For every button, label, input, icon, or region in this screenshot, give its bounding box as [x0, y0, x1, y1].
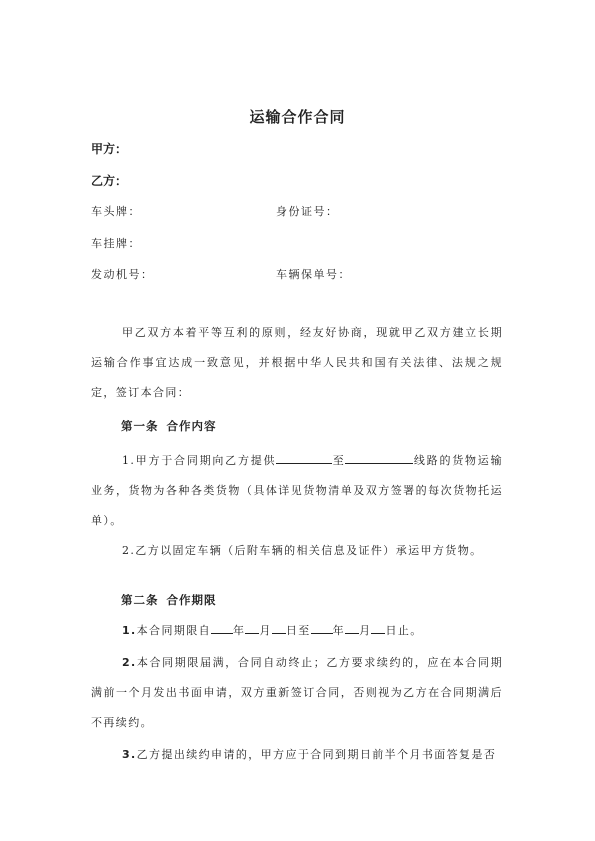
article-1-heading	[121, 418, 217, 434]
article-2-item-3-text: 乙方提出续约申请的，甲方应于合同到期日前半个月书面答复是否	[136, 748, 497, 761]
term-text-4: 日至	[285, 624, 311, 637]
article-2-item-3	[91, 740, 503, 770]
article-2-item-2-text: 本合同期限届满，合同自动终止；乙方要求续约的，应在本合同期满前一个月发出书面申请，双方重新签订合同，否则视为乙方在合同期满后不再续约。	[91, 656, 503, 729]
preamble-paragraph: 甲乙双方本着平等互利的原则，经友好协商，现就甲乙双方建立长期运输合作事宜达成一致意见，并根据中华人民共和国有关法律、法规之规定，签订本合同：	[91, 326, 503, 399]
end-year-blank	[311, 623, 333, 634]
article-2-heading	[121, 592, 217, 608]
tractor-plate-label: 车头牌：	[91, 205, 141, 218]
article-1-item-1-text-a: 1.甲方于合同期向乙方提供	[122, 454, 277, 467]
term-text-2: 年	[233, 624, 246, 637]
article-2-item-2-number: 2.	[122, 656, 137, 669]
article-2-item-2	[91, 648, 503, 738]
end-month-blank	[345, 623, 359, 634]
article-2-item-3-number: 3.	[122, 748, 137, 761]
document-title: 运输合作合同	[249, 108, 346, 126]
start-year-blank	[211, 623, 233, 634]
start-day-blank	[272, 623, 286, 634]
engine-number-label: 发动机号：	[91, 268, 154, 281]
id-number-label: 身份证号：	[276, 205, 339, 218]
route-end-blank	[345, 453, 413, 464]
term-text-3: 月	[259, 624, 272, 637]
term-text-1: 本合同期限自	[136, 624, 212, 637]
term-text-5: 年	[332, 624, 346, 637]
party-a-label: 甲方：	[91, 142, 128, 156]
article-1-title: 合作内容	[166, 419, 217, 433]
article-1-number: 第一条	[121, 419, 159, 433]
article-2-number: 第二条	[121, 593, 159, 607]
article-1-item-1-text-c: 线路的货物运输业务，货物为各种各类货物（具体详见货物清单及双方签署的每次货物托运单）。	[91, 454, 503, 527]
party-b-label: 乙方：	[91, 174, 128, 188]
article-1-item-2: 2.乙方以固定车辆（后附车辆的相关信息及证件）承运甲方货物。	[122, 544, 483, 557]
insurance-number-label: 车辆保单号：	[276, 268, 351, 281]
article-2-item-1-number: 1.	[122, 624, 137, 637]
article-1-item-1-text-b: 至	[332, 454, 346, 467]
article-2-item-1	[91, 616, 503, 646]
term-text-7: 日止。	[385, 624, 423, 637]
term-text-6: 月	[359, 624, 372, 637]
route-start-blank	[276, 453, 332, 464]
start-month-blank	[245, 623, 259, 634]
article-1-item-1	[91, 446, 503, 536]
end-day-blank	[371, 623, 385, 634]
trailer-plate-label: 车挂牌：	[91, 237, 141, 250]
article-2-title: 合作期限	[166, 593, 217, 607]
